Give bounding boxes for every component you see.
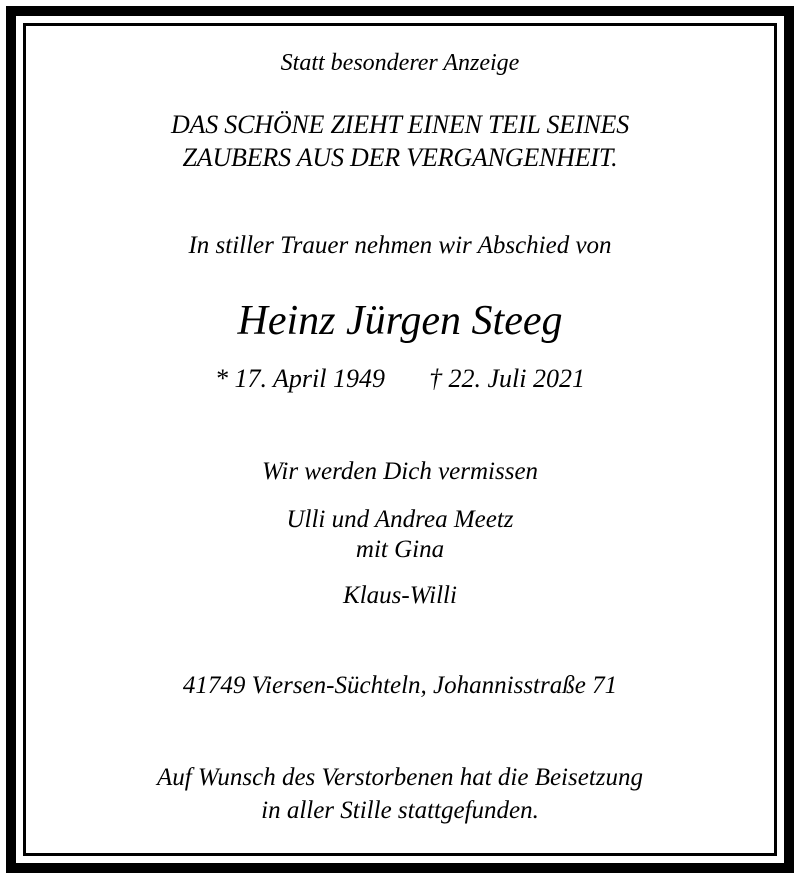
closing-line-2: in aller Stille stattgefunden. xyxy=(261,797,539,824)
deceased-name: Heinz Jürgen Steeg xyxy=(237,298,563,344)
family-line-2: mit Gina xyxy=(355,536,445,563)
quote-line-2: ZAUBERS AUS DER VERGANGENHEIT. xyxy=(182,143,618,172)
mourning-text: Wir werden Dich vermissen xyxy=(261,458,539,485)
address: 41749 Viersen-Süchteln, Johannisstraße 71 xyxy=(182,672,618,699)
notice-header: Statt besonderer Anzeige xyxy=(280,50,520,76)
family-line-3: Klaus-Willi xyxy=(343,582,457,609)
life-dates xyxy=(0,364,800,394)
intro-text: In stiller Trauer nehmen wir Abschied von xyxy=(188,232,612,259)
family-line-1: Ulli und Andrea Meetz xyxy=(286,506,514,533)
birth-date: * 17. April 1949 xyxy=(215,364,385,393)
closing-line-1: Auf Wunsch des Verstorbenen hat die Beisetzung xyxy=(156,764,644,791)
death-date: † 22. Juli 2021 xyxy=(428,364,585,393)
quote-line-1: DAS SCHÖNE ZIEHT EINEN TEIL SEINES xyxy=(170,110,630,139)
